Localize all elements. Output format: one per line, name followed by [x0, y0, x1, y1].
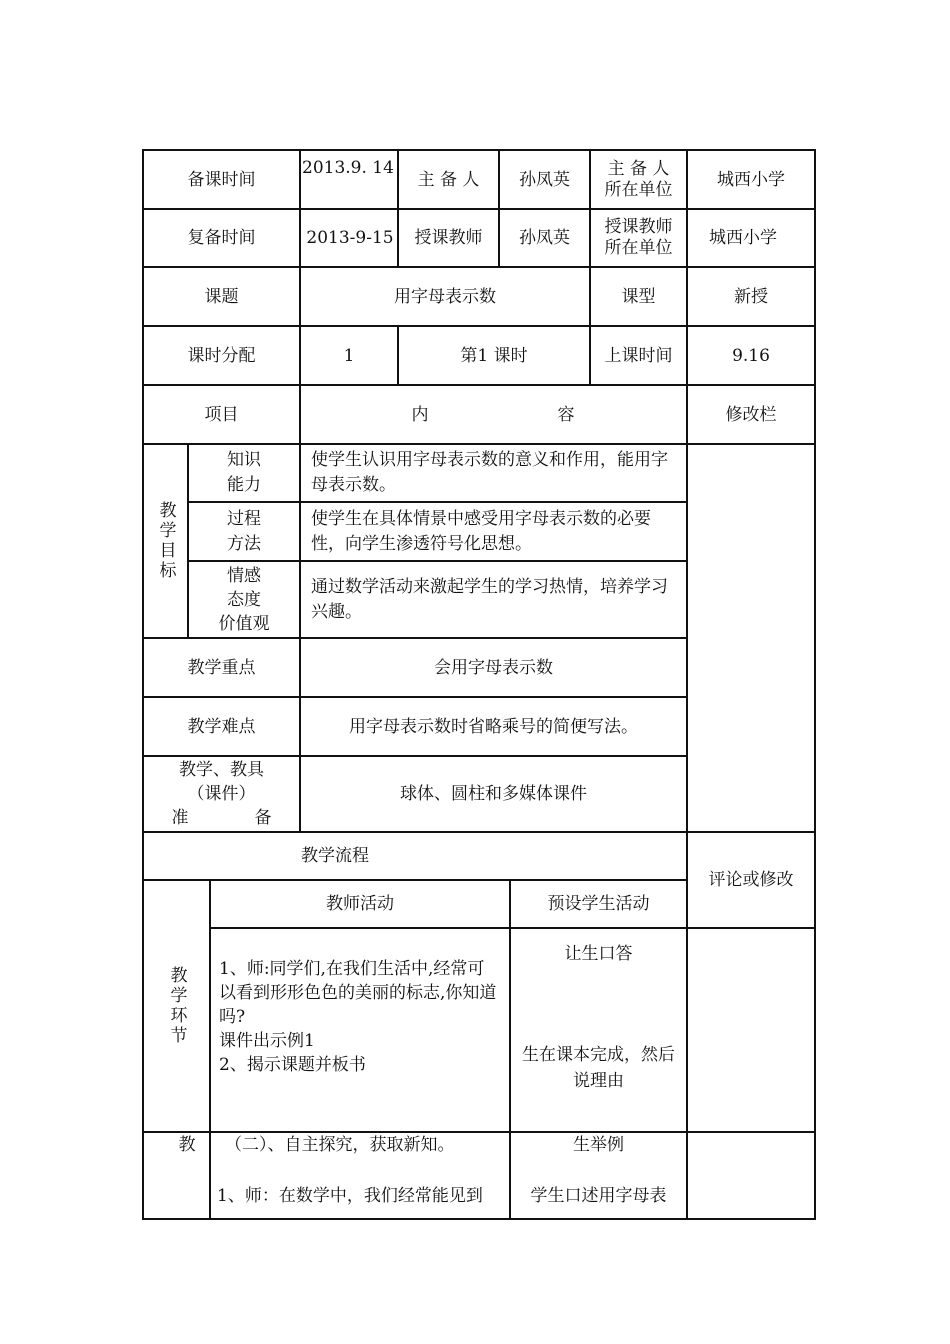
teacher-label: 授课教师: [414, 228, 483, 248]
knowledge-label: 知识 能力: [227, 450, 261, 495]
teacher-unit: 城西小学: [709, 228, 777, 248]
knowledge-text: 使学生认识用字母表示数的意义和作用，能用字母表示数。: [311, 450, 668, 495]
flow-section-label: 教学环节: [166, 966, 187, 1046]
col-divider: [686, 384, 688, 881]
col-divider: [509, 879, 511, 1220]
process-label: 过程 方法: [227, 508, 261, 554]
focus-text: 会用字母表示数: [434, 657, 553, 678]
student-activity-2: 生在课本完成，然后说理由: [522, 1045, 675, 1091]
prep-time-label: 备课时间: [187, 169, 256, 190]
flow-title: 教学流程: [301, 846, 369, 866]
review-time-value: 2013-9-15: [306, 228, 394, 248]
teacher-name: 孙凤英: [519, 228, 570, 248]
review-time-label: 复备时间: [187, 228, 256, 248]
lead-unit-label: 主 备 人 所在单位: [604, 158, 673, 200]
col-divider: [686, 879, 688, 1220]
next-section-label: 教: [178, 1135, 196, 1155]
content-label-right: 容: [557, 404, 575, 425]
row-divider: [686, 927, 816, 929]
row-divider: [209, 927, 688, 929]
type: 新授: [734, 286, 768, 307]
tools-text: 球体、圆柱和多媒体课件: [400, 784, 587, 804]
table-border-bottom: [142, 1218, 816, 1220]
teacher-unit-label: 授课教师 所在单位: [604, 217, 673, 258]
comment-label: 评论或修改: [708, 870, 794, 890]
student-activity-1: 让生口答: [564, 944, 633, 964]
type-label: 课型: [621, 286, 656, 307]
revise-label: 修改栏: [725, 404, 777, 425]
next-student-line-1: 生举例: [573, 1135, 624, 1155]
tools-label: [144, 757, 299, 831]
topic: 用字母表示数: [394, 286, 496, 307]
lead-label: 主 备 人: [417, 169, 480, 190]
tools-label-line-1: 教学、教具: [179, 760, 264, 780]
teacher-column-header: 教师活动: [326, 894, 394, 914]
topic-label: 课题: [204, 286, 239, 307]
tools-label-line-3: [172, 806, 272, 830]
next-student-line-2: 学生口述用字母表: [530, 1186, 667, 1206]
process-text: 使学生在具体情景中感受用字母表示数的必要性，向学生渗透符号化思想。: [311, 508, 651, 554]
prep-time-value: 2013.9. 14: [302, 158, 394, 178]
lead-name: 孙凤英: [519, 169, 570, 190]
class-time: 9.16: [732, 345, 770, 366]
session: 第1 课时: [460, 345, 528, 366]
next-teacher-line-1: （二）、自主探究，获取新知。: [225, 1135, 455, 1155]
tools-label-3a: 准: [171, 808, 189, 828]
student-column-header: 预设学生活动: [547, 894, 650, 914]
tools-label-line-2: （课件）: [187, 784, 256, 804]
focus-label: 教学重点: [187, 657, 256, 678]
hours-label: 课时分配: [187, 345, 256, 366]
teacher-activity-text: 1、师:同学们,在我们生活中,经常可以看到形形色色的美丽的标志,你知道吗? 课件出示例1 2、揭示课题并板书: [219, 959, 497, 1075]
class-time-label: 上课时间: [604, 345, 673, 366]
difficulty-label: 教学难点: [187, 716, 256, 737]
goals-group-label: 教学目标: [155, 501, 176, 581]
emotion-label: 情感 态度 价值观: [218, 565, 270, 634]
content-label-left: 内: [411, 404, 429, 425]
next-teacher-line-2: 1、师：在数学中，我们经常能见到: [217, 1186, 483, 1206]
hours: 1: [343, 345, 355, 366]
item-label: 项目: [204, 404, 239, 425]
lead-unit: 城西小学: [717, 169, 785, 190]
tools-label-3b: 备: [254, 808, 272, 828]
emotion-text: 通过数学活动来激起学生的学习热情，培养学习兴趣。: [311, 576, 668, 622]
table-border-right: [814, 149, 816, 1220]
difficulty-text: 用字母表示数时省略乘号的简便写法。: [349, 716, 638, 737]
